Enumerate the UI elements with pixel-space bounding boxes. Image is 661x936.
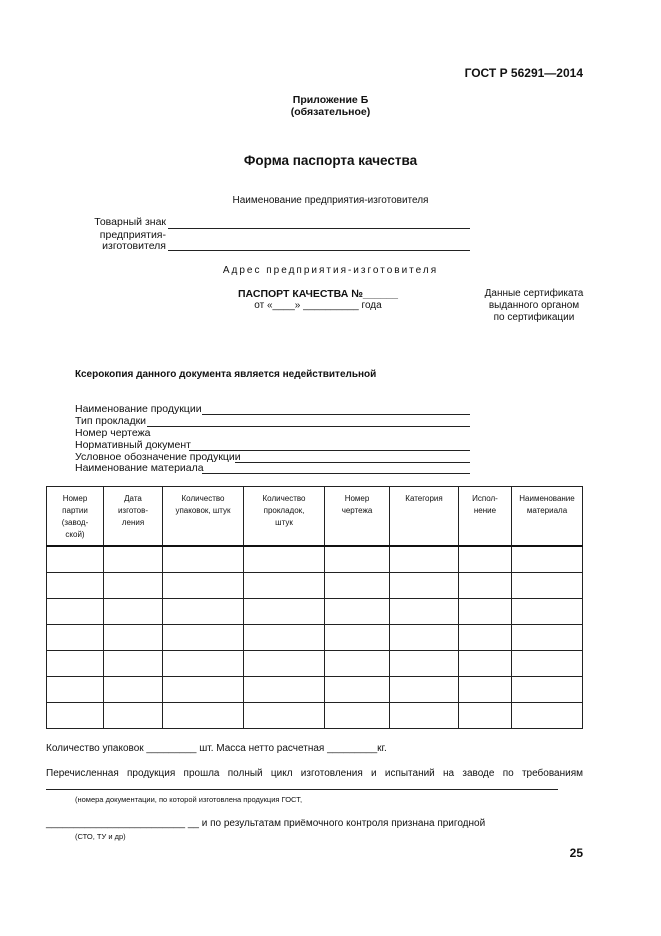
form-title: Форма паспорта качества (243, 153, 418, 168)
table-cell (459, 677, 512, 703)
field-product-designation: Условное обозначение продукции (75, 451, 241, 463)
field-normative-doc: Нормативный документ (75, 439, 191, 451)
table-cell (104, 599, 163, 625)
table-cell (104, 546, 163, 573)
table-cell (390, 546, 459, 573)
table-cell (325, 677, 390, 703)
table-cell (390, 625, 459, 651)
table-cell (512, 573, 583, 599)
field-gasket-type: Тип прокладки (75, 415, 147, 427)
table-cell (244, 703, 325, 729)
standard-number: ГОСТ Р 56291—2014 (464, 66, 583, 80)
col-drawing-number: Номер чертежа (325, 487, 390, 547)
table-cell (512, 625, 583, 651)
table-cell (325, 625, 390, 651)
field-product-name-line (202, 414, 470, 415)
table-cell (104, 573, 163, 599)
table-cell (459, 599, 512, 625)
table-cell (512, 703, 583, 729)
table-cell (163, 677, 244, 703)
product-passed-text: Перечисленная продукция прошла полный цикл изготовления и испытаний на заводе по требованиям (46, 768, 583, 779)
table-cell (390, 677, 459, 703)
col-batch-number: Номер партии (завод- ской) (47, 487, 104, 547)
table-cell (104, 677, 163, 703)
trademark-line-1 (168, 228, 470, 229)
table-cell (47, 546, 104, 573)
table-cell (325, 599, 390, 625)
table-cell (325, 651, 390, 677)
certificate-line-2: выданного органом (488, 300, 580, 311)
page-number: 25 (569, 846, 583, 860)
table-cell (390, 651, 459, 677)
col-manufacture-date: Дата изготов- ления (104, 487, 163, 547)
table-cell (459, 573, 512, 599)
table-cell (244, 625, 325, 651)
manufacturer-address-label: Адрес предприятия-изготовителя (222, 265, 439, 276)
table-cell (325, 546, 390, 573)
passport-date: от «____» __________ года (254, 300, 382, 311)
col-version: Испол- нение (459, 487, 512, 547)
table-cell (512, 677, 583, 703)
col-gasket-count: Количество прокладок, штук (244, 487, 325, 547)
table-cell (244, 573, 325, 599)
acceptance-line: _________________________ __ и по результатам приёмочного контроля признана пригодной (46, 818, 486, 829)
table-cell (325, 573, 390, 599)
col-category: Категория (390, 487, 459, 547)
table-cell (459, 651, 512, 677)
table-cell (512, 546, 583, 573)
doc-note: (номера документации, по которой изготовлена продукция ГОСТ, (75, 795, 303, 804)
appendix-subtitle: (обязательное) (290, 106, 371, 118)
table-cell (325, 703, 390, 729)
table-row (47, 703, 583, 729)
table-row (47, 546, 583, 573)
table-cell (163, 625, 244, 651)
table-row (47, 677, 583, 703)
table-cell (47, 703, 104, 729)
table-cell (163, 599, 244, 625)
table-header-row (47, 487, 583, 547)
table-cell (104, 651, 163, 677)
table-cell (512, 651, 583, 677)
table-cell (47, 599, 104, 625)
table-cell (163, 651, 244, 677)
doc-requirement-line (46, 789, 558, 790)
copy-notice: Ксерокопия данного документа является недействительной (75, 369, 377, 380)
table-cell (163, 546, 244, 573)
table-cell (512, 599, 583, 625)
table-cell (47, 651, 104, 677)
table-row (47, 625, 583, 651)
col-material-name: Наименование материала (512, 487, 583, 547)
field-product-designation-line (235, 462, 470, 463)
table-cell (47, 677, 104, 703)
table-cell (163, 573, 244, 599)
table-row (47, 573, 583, 599)
trademark-label-1: Товарный знак (94, 216, 166, 228)
certificate-line-3: по сертификации (493, 312, 575, 323)
table-cell (390, 599, 459, 625)
table-cell (244, 651, 325, 677)
table-cell (47, 573, 104, 599)
sto-note: (СТО, ТУ и др) (75, 832, 126, 841)
table-cell (459, 546, 512, 573)
trademark-label-2: предприятия- (99, 229, 166, 241)
table-cell (244, 677, 325, 703)
table-cell (104, 703, 163, 729)
quantity-line: Количество упаковок _________ шт. Масса нетто расчетная _________кг. (46, 743, 387, 754)
trademark-label-3: изготовителя (102, 240, 166, 252)
field-material-name: Наименование материала (75, 462, 204, 474)
field-gasket-type-line (147, 426, 470, 427)
field-material-name-line (202, 473, 470, 474)
table-cell (244, 599, 325, 625)
table-cell (104, 625, 163, 651)
passport-title: ПАСПОРТ КАЧЕСТВА №______ (238, 288, 398, 300)
table-cell (163, 703, 244, 729)
table-cell (459, 625, 512, 651)
table-cell (47, 625, 104, 651)
field-drawing-number: Номер чертежа (75, 427, 151, 439)
table-cell (390, 703, 459, 729)
trademark-line-2 (168, 250, 470, 251)
col-package-count: Количество упаковок, штук (163, 487, 244, 547)
certificate-line-1: Данные сертификата (484, 288, 584, 299)
table-cell (459, 703, 512, 729)
appendix-title: Приложение Б (292, 94, 369, 106)
field-product-name: Наименование продукции (75, 403, 202, 415)
table-row (47, 651, 583, 677)
table-row (47, 599, 583, 625)
manufacturer-name-label: Наименование предприятия-изготовителя (232, 195, 429, 206)
table-cell (244, 546, 325, 573)
table-cell (390, 573, 459, 599)
quality-table (46, 486, 583, 729)
